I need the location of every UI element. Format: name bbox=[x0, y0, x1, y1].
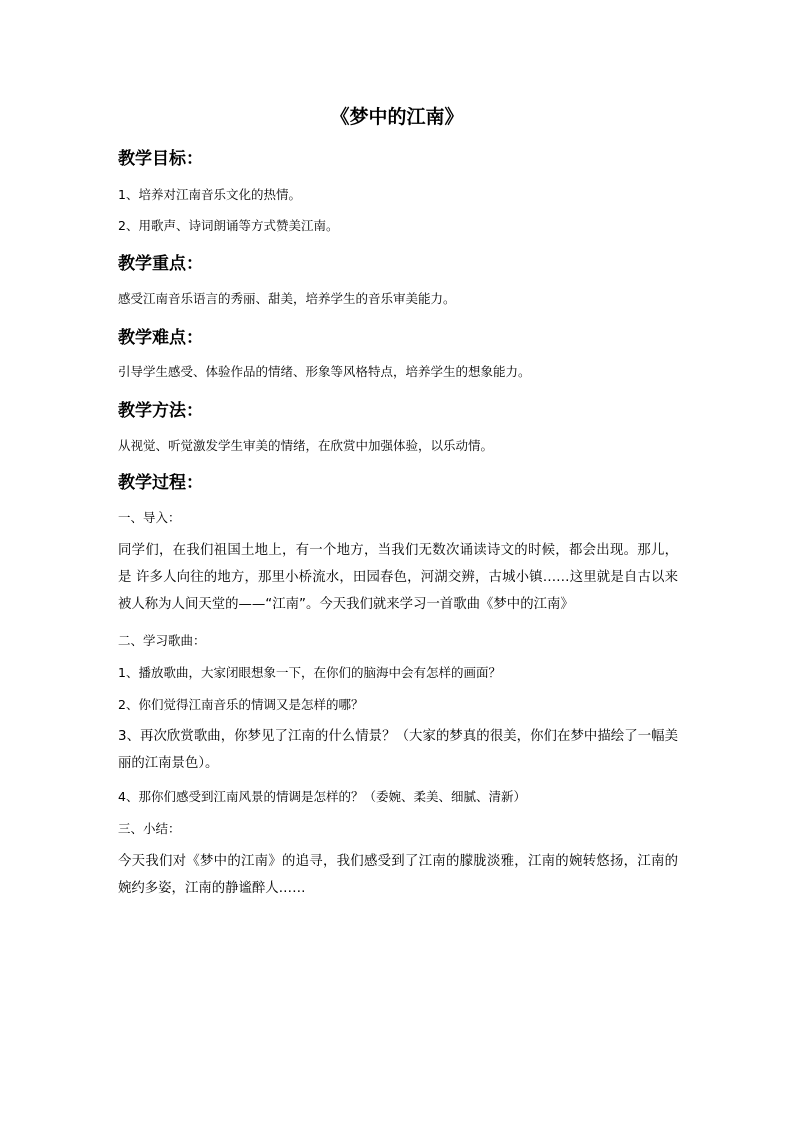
difficulties-text: 引导学生感受、体验作品的情绪、形象等风格特点，培养学生的想象能力。 bbox=[118, 364, 531, 379]
heading-difficulties: 教学难点： bbox=[118, 328, 203, 348]
heading-process: 教学过程： bbox=[118, 473, 203, 493]
learn-song-item-4: 4、那你们感受到江南风景的情调是怎样的？（委婉、柔美、细腻、清新） bbox=[118, 789, 526, 804]
learn-song-item-3: 3、再次欣赏歌曲，你梦见了江南的什么情景？（大家的梦真的很美，你们在梦中描绘了一幅美丽的江南景色）。 bbox=[118, 729, 678, 771]
heading-key-points: 教学重点： bbox=[118, 254, 203, 274]
heading-teaching-goals: 教学目标： bbox=[118, 149, 203, 169]
heading-methods: 教学方法： bbox=[118, 401, 203, 421]
key-points-text: 感受江南音乐语言的秀丽、甜美，培养学生的音乐审美能力。 bbox=[118, 291, 456, 306]
learn-song-item-2: 2、你们觉得江南音乐的情调又是怎样的哪？ bbox=[118, 697, 364, 712]
methods-text: 从视觉、听觉激发学生审美的情绪，在欣赏中加强体验，以乐动情。 bbox=[118, 438, 494, 453]
goal-item-2: 2、用歌声、诗词朗诵等方式赞美江南。 bbox=[118, 218, 339, 233]
intro-paragraph: 同学们，在我们祖国土地上，有一个地方，当我们无数次诵读诗文的时候，都会出现。那儿，是 许多人向往的地方，那里小桥流水，田园春色，河湖交辨，古城小镇……这里就是自古以来被人称为人间天堂的——“江南”。今天我们就来学习一首歌曲《梦中的江南》 bbox=[118, 543, 678, 612]
intro-label: 一、导入： bbox=[118, 510, 181, 525]
summary-label: 三、小结： bbox=[118, 821, 181, 836]
goal-item-1: 1、培养对江南音乐文化的热情。 bbox=[118, 187, 301, 202]
summary-paragraph: 今天我们对《梦中的江南》的追寻，我们感受到了江南的朦胧淡雅，江南的婉转悠扬，江南的婉约多姿，江南的静谧醉人…… bbox=[118, 854, 678, 896]
document-title: 《梦中的江南》 bbox=[330, 106, 464, 128]
learn-song-label: 二、学习歌曲： bbox=[118, 633, 206, 648]
learn-song-item-1: 1、播放歌曲，大家闭眼想象一下，在你们的脑海中会有怎样的画面？ bbox=[118, 665, 501, 680]
